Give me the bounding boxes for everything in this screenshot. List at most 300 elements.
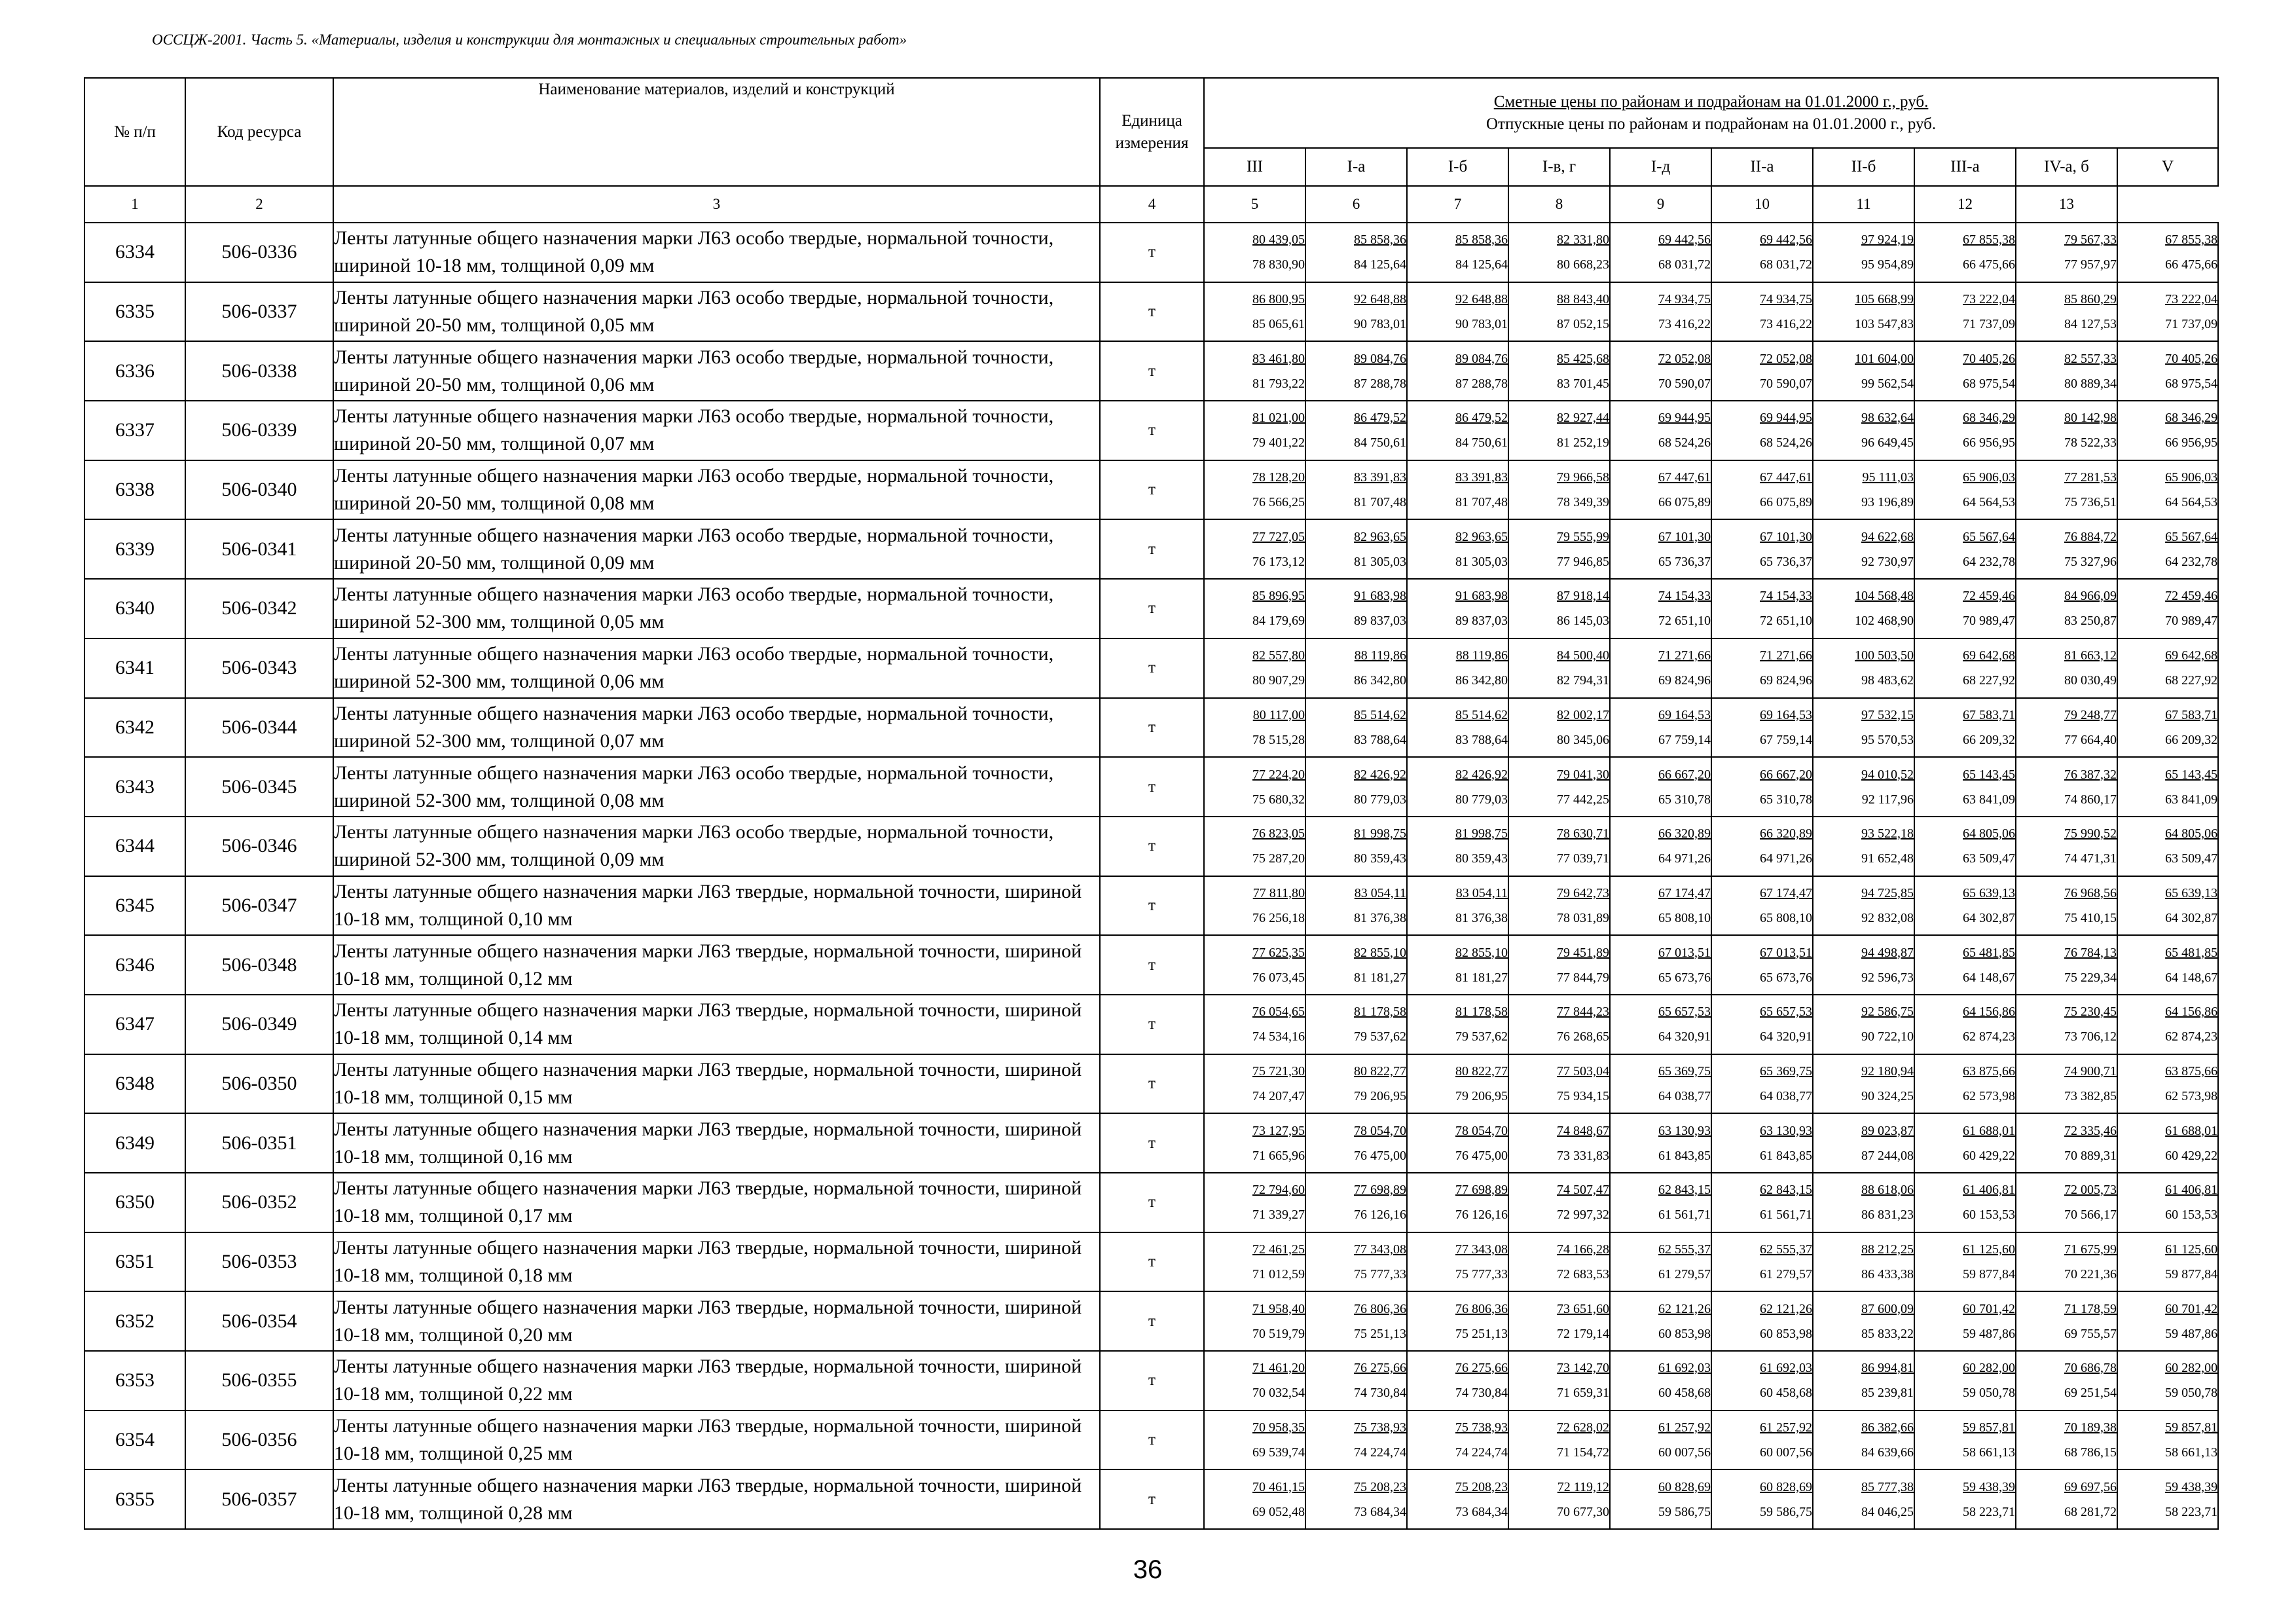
price-cell [1508, 995, 1610, 1054]
estimated-price: 81 998,75 [1354, 826, 1406, 841]
price-cell [1813, 1469, 1914, 1529]
table-row [84, 1469, 2218, 1529]
price-cell [1610, 341, 1711, 401]
price-cell [2016, 223, 2117, 282]
estimated-price: 89 084,76 [1455, 351, 1508, 366]
release-price: 61 843,85 [1658, 1148, 1711, 1163]
estimated-price: 84 500,40 [1557, 648, 1609, 663]
table-row [84, 1113, 2218, 1173]
release-price: 86 342,80 [1354, 673, 1406, 688]
release-price: 70 590,07 [1760, 376, 1812, 391]
estimated-price: 91 683,98 [1354, 589, 1406, 604]
estimated-price: 68 346,29 [1963, 411, 2015, 426]
header-estimated-prices: Сметные цены по районам и подрайонам на 01.01.2000 г., руб. [1493, 92, 1929, 111]
price-cell [1813, 1113, 1914, 1173]
price-cell [1407, 341, 1508, 401]
release-price: 99 562,54 [1861, 376, 1914, 391]
price-cell [1407, 1469, 1508, 1529]
price-cell [1711, 1469, 1813, 1529]
price-cell [1407, 817, 1508, 876]
release-price: 64 564,53 [2165, 495, 2218, 510]
estimated-price: 70 686,78 [2064, 1361, 2117, 1376]
price-cell [1813, 1351, 1914, 1411]
price-cell [1508, 1232, 1610, 1292]
price-cell [1914, 1469, 2016, 1529]
price-cell [1813, 460, 1914, 520]
price-cell [2117, 638, 2218, 698]
estimated-price: 79 567,33 [2064, 232, 2117, 248]
estimated-price: 85 858,36 [1455, 232, 1508, 248]
release-price: 98 483,62 [1861, 673, 1914, 688]
price-cell [1508, 1113, 1610, 1173]
estimated-price: 86 479,52 [1455, 411, 1508, 426]
price-cell [1305, 460, 1407, 520]
release-price: 66 075,89 [1658, 495, 1711, 510]
estimated-price: 61 257,92 [1658, 1420, 1711, 1435]
estimated-price: 76 968,56 [2064, 885, 2117, 900]
release-price: 83 788,64 [1354, 732, 1406, 747]
estimated-price: 75 721,30 [1252, 1063, 1305, 1079]
release-price: 74 534,16 [1252, 1029, 1305, 1044]
release-price: 71 737,09 [1963, 317, 2015, 332]
material-name: Ленты латунные общего назначения марки Л63 особо твердые, нормальной точности, шириной 20-50 мм, толщиной 0,09 мм [333, 519, 1100, 579]
estimated-price: 75 208,23 [1354, 1479, 1406, 1494]
price-cell [2117, 876, 2218, 936]
release-price: 70 221,36 [2064, 1267, 2117, 1282]
resource-code: 506-0342 [185, 579, 333, 638]
price-cell [1204, 876, 1305, 936]
estimated-price: 92 648,88 [1455, 292, 1508, 307]
price-cell [2016, 817, 2117, 876]
table-row [84, 282, 2218, 342]
column-number: 3 [333, 186, 1100, 223]
table-row [84, 1291, 2218, 1351]
estimated-price: 80 439,05 [1252, 232, 1305, 248]
release-price: 75 777,33 [1354, 1267, 1406, 1282]
material-name: Ленты латунные общего назначения марки Л63 особо твердые, нормальной точности, шириной 10-18 мм, толщиной 0,09 мм [333, 223, 1100, 282]
estimated-price: 76 054,65 [1252, 1005, 1305, 1020]
estimated-price: 76 784,13 [2064, 945, 2117, 960]
row-number: 6355 [84, 1469, 185, 1529]
price-cell [1711, 223, 1813, 282]
release-price: 81 376,38 [1455, 910, 1508, 925]
material-name: Ленты латунные общего назначения марки Л63 твердые, нормальной точности, шириной 10-18 мм, толщиной 0,25 мм [333, 1411, 1100, 1470]
price-cell [2117, 1411, 2218, 1470]
estimated-price: 71 675,99 [2064, 1242, 2117, 1257]
price-cell [1407, 698, 1508, 758]
estimated-price: 71 461,20 [1252, 1361, 1305, 1376]
release-price: 70 989,47 [2165, 614, 2218, 629]
release-price: 75 251,13 [1354, 1326, 1406, 1341]
estimated-price: 78 630,71 [1557, 826, 1609, 841]
row-number: 6340 [84, 579, 185, 638]
price-cell [1711, 579, 1813, 638]
price-cell [2117, 757, 2218, 817]
estimated-price: 89 023,87 [1861, 1123, 1914, 1138]
header-release-prices: Отпускные цены по районам и подрайонам на 01.01.2000 г., руб. [1485, 115, 1937, 133]
estimated-price: 83 054,11 [1354, 885, 1406, 900]
price-cell [1813, 401, 1914, 460]
release-price: 76 073,45 [1252, 970, 1305, 985]
column-number: 6 [1305, 186, 1407, 223]
price-cell [1610, 401, 1711, 460]
price-cell [1204, 1469, 1305, 1529]
unit: т [1100, 935, 1204, 995]
estimated-price: 62 843,15 [1760, 1183, 1812, 1198]
price-cell [1508, 1054, 1610, 1114]
release-price: 80 668,23 [1557, 257, 1609, 272]
estimated-price: 87 918,14 [1557, 589, 1609, 604]
estimated-price: 60 701,42 [1963, 1301, 2015, 1316]
price-cell [1610, 817, 1711, 876]
release-price: 78 830,90 [1252, 257, 1305, 272]
resource-code: 506-0354 [185, 1291, 333, 1351]
price-cell [1711, 1173, 1813, 1232]
page-number: 36 [1133, 1555, 1163, 1584]
release-price: 71 012,59 [1252, 1267, 1305, 1282]
material-name: Ленты латунные общего назначения марки Л63 особо твердые, нормальной точности, шириной 52-300 мм, толщиной 0,09 мм [333, 817, 1100, 876]
release-price: 74 730,84 [1455, 1386, 1508, 1401]
price-cell [1407, 638, 1508, 698]
release-price: 75 934,15 [1557, 1088, 1609, 1103]
price-cell [1914, 1054, 2016, 1114]
estimated-price: 65 567,64 [1963, 529, 2015, 544]
estimated-price: 60 282,00 [2165, 1361, 2218, 1376]
row-number: 6334 [84, 223, 185, 282]
resource-code: 506-0336 [185, 223, 333, 282]
estimated-price: 67 013,51 [1760, 945, 1812, 960]
unit: т [1100, 223, 1204, 282]
release-price: 68 786,15 [2064, 1445, 2117, 1460]
release-price: 67 759,14 [1658, 732, 1711, 747]
price-cell [2016, 341, 2117, 401]
estimated-price: 78 054,70 [1455, 1123, 1508, 1138]
header-region: I-в, г [1508, 148, 1610, 186]
price-cell [1914, 460, 2016, 520]
release-price: 76 566,25 [1252, 495, 1305, 510]
release-price: 61 279,57 [1760, 1267, 1812, 1282]
release-price: 73 416,22 [1760, 317, 1812, 332]
price-cell [1407, 519, 1508, 579]
row-number: 6337 [84, 401, 185, 460]
material-name: Ленты латунные общего назначения марки Л63 особо твердые, нормальной точности, шириной 20-50 мм, толщиной 0,07 мм [333, 401, 1100, 460]
estimated-price: 66 320,89 [1658, 826, 1711, 841]
release-price: 58 223,71 [1963, 1504, 2015, 1519]
estimated-price: 82 557,33 [2064, 351, 2117, 366]
release-price: 64 148,67 [2165, 970, 2218, 985]
release-price: 73 382,85 [2064, 1088, 2117, 1103]
estimated-price: 67 174,47 [1658, 885, 1711, 900]
price-cell [1610, 579, 1711, 638]
price-cell [1305, 519, 1407, 579]
price-cell [1813, 1054, 1914, 1114]
table-row [84, 995, 2218, 1054]
row-number: 6347 [84, 995, 185, 1054]
price-cell [1914, 223, 2016, 282]
unit: т [1100, 460, 1204, 520]
unit: т [1100, 341, 1204, 401]
running-header: ОССЦЖ-2001. Часть 5. «Материалы, изделия и конструкции для монтажных и специальных строительных работ» [152, 31, 907, 48]
price-cell [2016, 519, 2117, 579]
estimated-price: 68 346,29 [2165, 411, 2218, 426]
price-cell [1813, 757, 1914, 817]
estimated-price: 77 224,20 [1252, 767, 1305, 782]
release-price: 63 509,47 [1963, 851, 2015, 866]
table-row [84, 1351, 2218, 1411]
row-number: 6335 [84, 282, 185, 342]
estimated-price: 61 406,81 [2165, 1183, 2218, 1198]
release-price: 64 232,78 [2165, 554, 2218, 569]
price-cell [2117, 223, 2218, 282]
price-cell [1914, 817, 2016, 876]
release-price: 92 596,73 [1861, 970, 1914, 985]
estimated-price: 64 805,06 [2165, 826, 2218, 841]
price-cell [1711, 698, 1813, 758]
row-number: 6338 [84, 460, 185, 520]
release-price: 74 207,47 [1252, 1088, 1305, 1103]
release-price: 64 038,77 [1760, 1088, 1812, 1103]
estimated-price: 79 041,30 [1557, 767, 1609, 782]
release-price: 78 349,39 [1557, 495, 1609, 510]
estimated-price: 85 514,62 [1455, 707, 1508, 722]
price-cell [1305, 1054, 1407, 1114]
release-price: 60 007,56 [1658, 1445, 1711, 1460]
release-price: 77 844,79 [1557, 970, 1609, 985]
estimated-price: 74 154,33 [1658, 589, 1711, 604]
price-cell [1305, 638, 1407, 698]
row-number: 6353 [84, 1351, 185, 1411]
price-cell [1610, 519, 1711, 579]
price-cell [1305, 579, 1407, 638]
estimated-price: 73 651,60 [1557, 1301, 1609, 1316]
price-cell [1508, 698, 1610, 758]
column-number: 10 [1711, 186, 1813, 223]
unit: т [1100, 401, 1204, 460]
table-row [84, 460, 2218, 520]
estimated-price: 83 054,11 [1455, 885, 1508, 900]
price-cell [1508, 223, 1610, 282]
price-cell [1407, 995, 1508, 1054]
release-price: 76 256,18 [1252, 910, 1305, 925]
price-cell [1813, 935, 1914, 995]
price-cell [1204, 638, 1305, 698]
table-row [84, 1054, 2218, 1114]
price-cell [1204, 401, 1305, 460]
price-cell [1813, 698, 1914, 758]
release-price: 58 661,13 [1963, 1445, 2015, 1460]
price-cell [1508, 935, 1610, 995]
release-price: 64 148,67 [1963, 970, 2015, 985]
price-cell [1813, 1411, 1914, 1470]
column-number: 9 [1610, 186, 1711, 223]
release-price: 75 680,32 [1252, 792, 1305, 807]
release-price: 63 841,09 [1963, 792, 2015, 807]
row-number: 6354 [84, 1411, 185, 1470]
estimated-price: 69 642,68 [1963, 648, 2015, 663]
release-price: 87 288,78 [1354, 376, 1406, 391]
header-region: IV-а, б [2016, 148, 2117, 186]
release-price: 74 730,84 [1354, 1386, 1406, 1401]
release-price: 96 649,45 [1861, 435, 1914, 451]
estimated-price: 62 121,26 [1658, 1301, 1711, 1316]
release-price: 76 475,00 [1455, 1148, 1508, 1163]
row-number: 6349 [84, 1113, 185, 1173]
price-cell [1813, 579, 1914, 638]
price-cell [1610, 1232, 1711, 1292]
price-cell [2016, 1469, 2117, 1529]
unit: т [1100, 1173, 1204, 1232]
estimated-price: 86 994,81 [1861, 1361, 1914, 1376]
price-cell [1407, 935, 1508, 995]
price-cell [2016, 698, 2117, 758]
estimated-price: 79 966,58 [1557, 470, 1609, 485]
estimated-price: 86 479,52 [1354, 411, 1406, 426]
release-price: 59 050,78 [2165, 1386, 2218, 1401]
estimated-price: 83 391,83 [1455, 470, 1508, 485]
resource-code: 506-0337 [185, 282, 333, 342]
price-cell [1813, 1173, 1914, 1232]
release-price: 90 783,01 [1354, 317, 1406, 332]
release-price: 60 853,98 [1760, 1326, 1812, 1341]
price-cell [1305, 817, 1407, 876]
release-price: 72 651,10 [1658, 614, 1711, 629]
estimated-price: 59 857,81 [1963, 1420, 2015, 1435]
price-cell [1305, 401, 1407, 460]
header-prices [1204, 78, 2218, 148]
price-cell [1914, 1411, 2016, 1470]
estimated-price: 60 828,69 [1760, 1479, 1812, 1494]
price-cell [1813, 223, 1914, 282]
release-price: 70 519,79 [1252, 1326, 1305, 1341]
price-cell [2016, 757, 2117, 817]
release-price: 77 442,25 [1557, 792, 1609, 807]
price-cell [1914, 1291, 2016, 1351]
estimated-price: 105 668,99 [1855, 292, 1914, 307]
release-price: 72 683,53 [1557, 1267, 1609, 1282]
price-cell [1204, 223, 1305, 282]
price-cell [1508, 460, 1610, 520]
release-price: 79 206,95 [1354, 1088, 1406, 1103]
release-price: 84 639,66 [1861, 1445, 1914, 1460]
resource-code: 506-0347 [185, 876, 333, 936]
estimated-price: 72 794,60 [1252, 1183, 1305, 1198]
price-cell [1204, 817, 1305, 876]
release-price: 75 229,34 [2064, 970, 2117, 985]
release-price: 83 250,87 [2064, 614, 2117, 629]
price-cell [1914, 282, 2016, 342]
header-region: II-а [1711, 148, 1813, 186]
row-number: 6346 [84, 935, 185, 995]
release-price: 74 224,74 [1455, 1445, 1508, 1460]
estimated-price: 62 121,26 [1760, 1301, 1812, 1316]
estimated-price: 81 178,58 [1455, 1005, 1508, 1020]
estimated-price: 82 426,92 [1455, 767, 1508, 782]
estimated-price: 77 811,80 [1252, 885, 1305, 900]
price-cell [1711, 282, 1813, 342]
estimated-price: 62 555,37 [1760, 1242, 1812, 1257]
estimated-price: 72 052,08 [1760, 351, 1812, 366]
price-cell [1813, 1232, 1914, 1292]
price-cell [2117, 995, 2218, 1054]
price-cell [1813, 638, 1914, 698]
estimated-price: 70 461,15 [1252, 1479, 1305, 1494]
release-price: 65 310,78 [1658, 792, 1711, 807]
unit: т [1100, 876, 1204, 936]
unit: т [1100, 1113, 1204, 1173]
release-price: 89 837,03 [1455, 614, 1508, 629]
estimated-price: 77 343,08 [1354, 1242, 1406, 1257]
resource-code: 506-0349 [185, 995, 333, 1054]
estimated-price: 71 271,66 [1760, 648, 1812, 663]
estimated-price: 70 189,38 [2064, 1420, 2117, 1435]
release-price: 79 537,62 [1455, 1029, 1508, 1044]
release-price: 89 837,03 [1354, 614, 1406, 629]
release-price: 86 433,38 [1861, 1267, 1914, 1282]
row-number: 6350 [84, 1173, 185, 1232]
price-cell [2016, 460, 2117, 520]
estimated-price: 72 119,12 [1557, 1479, 1609, 1494]
release-price: 59 586,75 [1658, 1504, 1711, 1519]
release-price: 70 032,54 [1252, 1386, 1305, 1401]
price-cell [1204, 282, 1305, 342]
resource-code: 506-0352 [185, 1173, 333, 1232]
release-price: 77 664,40 [2064, 732, 2117, 747]
estimated-price: 61 688,01 [2165, 1123, 2218, 1138]
estimated-price: 74 507,47 [1557, 1183, 1609, 1198]
release-price: 92 730,97 [1861, 554, 1914, 569]
release-price: 75 410,15 [2064, 910, 2117, 925]
release-price: 103 547,83 [1855, 317, 1914, 332]
release-price: 66 475,66 [2165, 257, 2218, 272]
estimated-price: 77 727,05 [1252, 529, 1305, 544]
price-cell [2016, 935, 2117, 995]
estimated-price: 76 275,66 [1455, 1361, 1508, 1376]
release-price: 60 458,68 [1658, 1386, 1711, 1401]
release-price: 78 515,28 [1252, 732, 1305, 747]
release-price: 68 227,92 [2165, 673, 2218, 688]
unit: т [1100, 995, 1204, 1054]
resource-code: 506-0355 [185, 1351, 333, 1411]
resource-code: 506-0345 [185, 757, 333, 817]
release-price: 60 429,22 [2165, 1148, 2218, 1163]
price-cell [1711, 1351, 1813, 1411]
price-cell [1711, 519, 1813, 579]
release-price: 95 570,53 [1861, 732, 1914, 747]
price-cell [1508, 519, 1610, 579]
release-price: 78 031,89 [1557, 910, 1609, 925]
release-price: 66 956,95 [1963, 435, 2015, 451]
estimated-price: 86 382,66 [1861, 1420, 1914, 1435]
estimated-price: 72 005,73 [2064, 1183, 2117, 1198]
price-cell [2117, 579, 2218, 638]
price-cell [1610, 460, 1711, 520]
price-cell [2117, 1232, 2218, 1292]
release-price: 73 706,12 [2064, 1029, 2117, 1044]
price-cell [1407, 401, 1508, 460]
resource-code: 506-0344 [185, 698, 333, 758]
price-table [84, 77, 2219, 1530]
estimated-price: 83 461,80 [1252, 351, 1305, 366]
price-cell [1204, 757, 1305, 817]
estimated-price: 71 178,59 [2064, 1301, 2117, 1316]
table-row [84, 341, 2218, 401]
release-price: 77 039,71 [1557, 851, 1609, 866]
price-cell [1204, 341, 1305, 401]
release-price: 79 537,62 [1354, 1029, 1406, 1044]
estimated-price: 76 806,36 [1455, 1301, 1508, 1316]
header-region: I-б [1407, 148, 1508, 186]
release-price: 81 305,03 [1455, 554, 1508, 569]
